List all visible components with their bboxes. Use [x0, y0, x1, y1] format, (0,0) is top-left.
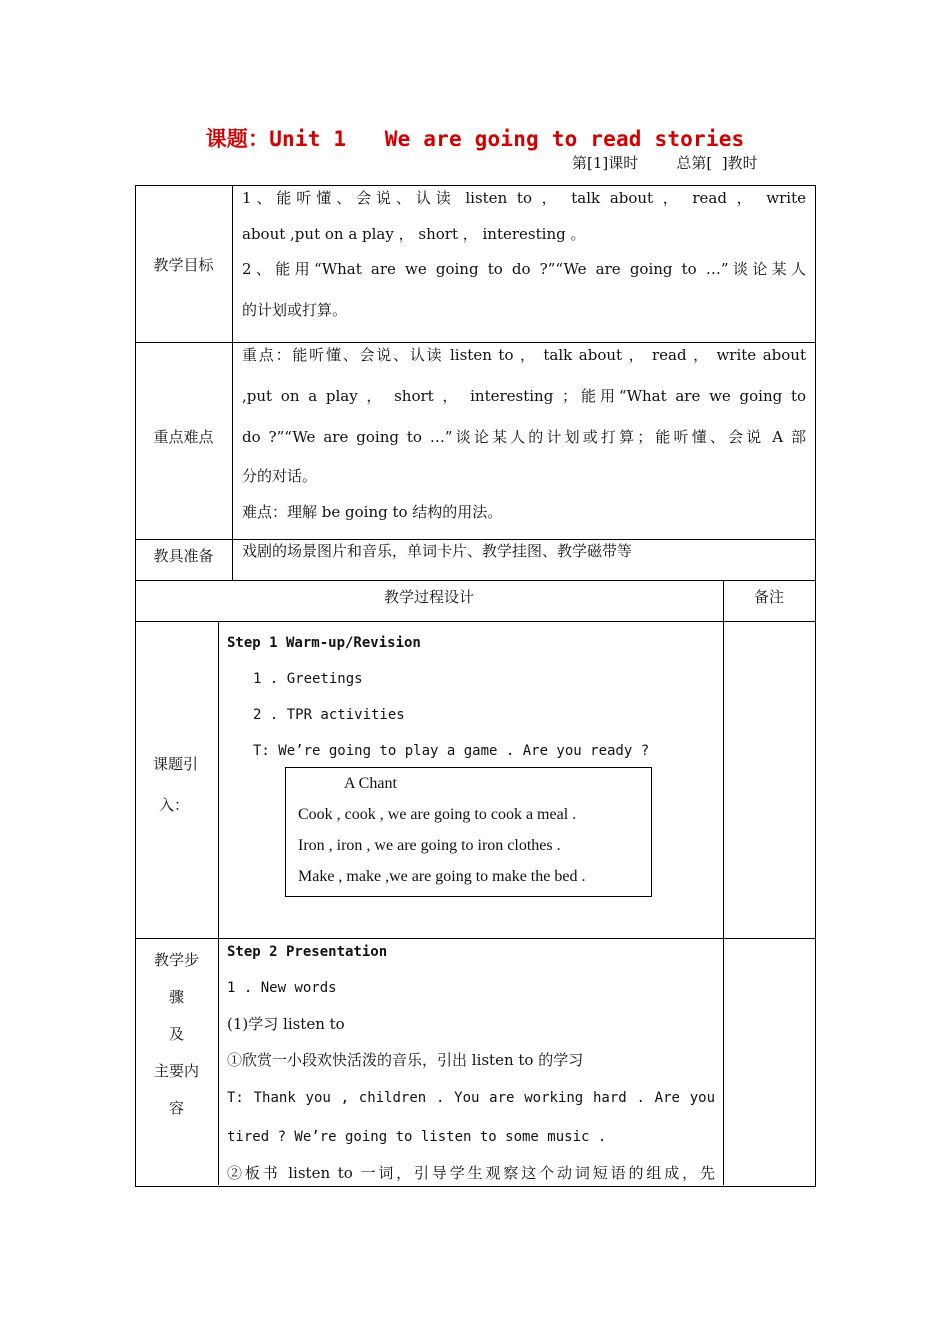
step-2-heading: Step 2 Presentation — [227, 944, 388, 960]
steps-line: tired ? We’re going to listen to some music . — [227, 1129, 607, 1145]
key-points-line: 分的对话。 — [242, 467, 318, 485]
column-divider — [232, 185, 233, 580]
steps-label-line: 教学步 — [153, 951, 199, 969]
notes-header: 备注 — [753, 588, 784, 606]
objectives-line: 的计划或打算。 — [242, 301, 348, 319]
objectives-line: about ,put on a play ， short ， interesting 。 — [242, 225, 586, 243]
key-points-line: ,put on a play ， short ， interesting ；能用“What are we going to — [242, 387, 806, 405]
column-divider — [723, 580, 724, 1185]
materials-content: 戏剧的场景图片和音乐，单词卡片、教学挂图、教学磁带等 — [242, 542, 633, 560]
row-divider — [135, 621, 815, 622]
chant-line: Cook , cook , we are going to cook a meal . — [298, 806, 577, 823]
steps-line: 1 . New words — [227, 980, 337, 996]
steps-label-line: 及 — [168, 1025, 184, 1043]
intro-label — [135, 744, 236, 826]
period-info — [572, 152, 758, 173]
steps-content — [227, 934, 715, 1191]
steps-label-line: 容 — [168, 1099, 184, 1117]
intro-item: 2 . TPR activities — [253, 707, 405, 723]
objectives-line: 1、能听懂、会说、认读 listen to ， talk about ， read ， write — [242, 189, 806, 207]
key-points-label: 重点难点 — [153, 428, 214, 446]
materials-label: 教具准备 — [153, 547, 214, 565]
steps-label — [135, 942, 218, 1127]
chant-title: A Chant — [344, 775, 397, 792]
key-points-line: do ?”“We are going to …”谈论某人的计划或打算；能听懂、会说 A 部 — [242, 428, 806, 446]
steps-label-line: 骤 — [168, 988, 184, 1006]
intro-item: 1 . Greetings — [253, 671, 363, 687]
steps-line: T: Thank you , children . You are working hard . Are you — [227, 1090, 715, 1106]
row-divider — [135, 580, 815, 581]
process-design-header: 教学过程设计 — [383, 588, 474, 606]
intro-item: T: We’re going to play a game . Are you ready ? — [253, 743, 650, 759]
chant-line: Make , make ,we are going to make the bed . — [298, 868, 586, 885]
chant-box — [285, 767, 652, 897]
objectives-content — [242, 178, 806, 331]
column-divider — [218, 621, 219, 1185]
total-lesson-number: 总第[ ]教时 — [676, 154, 758, 172]
intro-label-line: 入： — [159, 796, 190, 814]
steps-line: ②板书 listen to 一词，引导学生观察这个动词短语的组成，先 — [227, 1164, 715, 1182]
steps-line: ①欣赏一小段欢快活泼的音乐，引出 listen to 的学习 — [227, 1051, 584, 1069]
steps-line: (1)学习 listen to — [227, 1015, 345, 1033]
chant-line: Iron , iron , we are going to iron clothes . — [298, 837, 561, 854]
lesson-title: 课题：Unit 1 We are going to read stories — [205, 127, 745, 151]
objectives-line: 2、能用“What are we going to do ?”“We are going to …”谈论某人 — [242, 260, 806, 278]
key-points-line: 重点：能听懂、会说、认读 listen to ， talk about ， read ， write about — [242, 346, 806, 364]
intro-content — [227, 625, 717, 769]
objectives-label: 教学目标 — [153, 256, 214, 274]
steps-label-line: 主要内 — [153, 1062, 199, 1080]
key-points-line: 难点：理解 be going to 结构的用法。 — [242, 503, 503, 521]
step-1-heading: Step 1 Warm-up/Revision — [227, 635, 421, 651]
intro-label-line: 课题引 — [153, 755, 199, 773]
lesson-number: 第[1]课时 — [572, 154, 639, 172]
key-points-content — [242, 335, 806, 530]
